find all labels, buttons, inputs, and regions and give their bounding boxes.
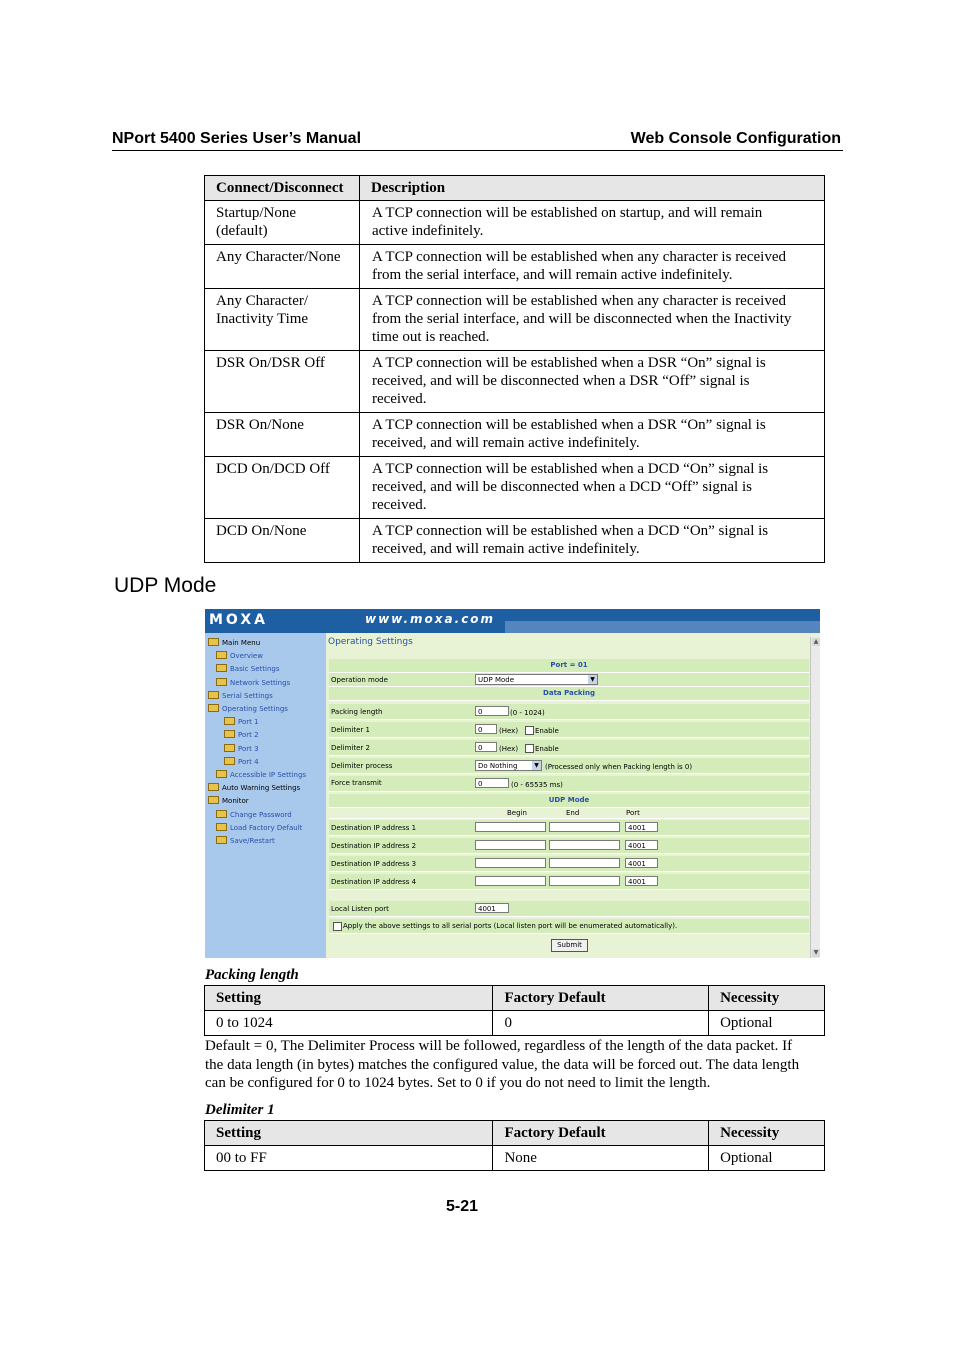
nav-item[interactable]	[224, 757, 259, 766]
setting-cell	[205, 289, 360, 351]
table-cell: None	[493, 1146, 709, 1171]
nav-item[interactable]	[208, 783, 300, 792]
nav-item[interactable]	[224, 717, 259, 726]
cell-line: (default)	[216, 223, 268, 239]
column-header: Connect/Disconnect	[205, 176, 360, 201]
table-header-row	[205, 176, 825, 201]
port-input[interactable]: 4001	[625, 876, 658, 886]
delimiter-process-select[interactable]	[475, 760, 542, 771]
column-header: Setting	[205, 1121, 493, 1146]
destination-row	[329, 874, 809, 890]
folder-icon	[208, 638, 219, 646]
folder-icon	[224, 730, 235, 738]
operation-mode-row	[329, 673, 809, 687]
folder-icon	[224, 744, 235, 752]
nav-item[interactable]	[208, 796, 249, 805]
nav-item-label: Main Menu	[222, 639, 261, 647]
begin-ip-input[interactable]	[475, 876, 546, 886]
folder-icon	[208, 704, 219, 712]
manual-title: NPort 5400 Series User’s Manual	[112, 130, 362, 147]
column-header: Necessity	[709, 986, 825, 1011]
cell-line: A TCP connection will be established when a DSR “On” signal is	[371, 355, 766, 371]
cell-line: DCD On/None	[216, 523, 307, 539]
port-header: Port = 01	[329, 659, 809, 673]
cell-line: Any Character/	[216, 293, 309, 309]
nav-item-label: Port 2	[238, 731, 259, 740]
port-input[interactable]: 4001	[625, 858, 658, 868]
port-input[interactable]: 4001	[625, 822, 658, 832]
cell-line: A TCP connection will be established when a DSR “On” signal is	[371, 417, 766, 433]
local-listen-input[interactable]: 4001	[475, 903, 509, 913]
table-header-row	[205, 986, 825, 1011]
cell-line: received, and will remain active indefinitely.	[371, 435, 640, 451]
end-ip-input[interactable]	[549, 858, 620, 868]
description-cell	[359, 289, 824, 351]
delimiter-process-row	[329, 758, 809, 774]
begin-ip-input[interactable]	[475, 858, 546, 868]
nav-item[interactable]	[216, 770, 306, 779]
end-ip-input[interactable]	[549, 876, 620, 886]
row-label: Delimiter 2	[331, 744, 370, 752]
col-port: Port	[626, 809, 640, 817]
destination-row	[329, 838, 809, 854]
cell-line: active indefinitely.	[371, 223, 484, 239]
folder-icon	[224, 717, 235, 725]
row-label: Destination IP address 2	[331, 842, 417, 850]
apply-all-checkbox[interactable]	[333, 922, 342, 931]
nav-item[interactable]	[216, 651, 263, 660]
folder-icon	[216, 770, 227, 778]
cell-line: received, and will remain active indefinitely.	[371, 541, 640, 557]
udp-mode-header: UDP Mode	[329, 794, 809, 808]
cell-line: A TCP connection will be established when any character is received	[371, 249, 786, 265]
nav-item-label: Monitor	[222, 797, 249, 806]
scroll-up-icon[interactable]: ▲	[813, 638, 819, 645]
operation-mode-select[interactable]	[475, 674, 598, 685]
folder-icon	[216, 823, 227, 831]
end-ip-input[interactable]	[549, 840, 620, 850]
cell-line: Inactivity Time	[216, 311, 309, 327]
apply-all-label: Apply the above settings to all serial ports (Local listen port will be enumerated automatically).	[343, 922, 678, 930]
packing-length-note: (0 - 1024)	[510, 709, 545, 717]
description-line: the data length (in bytes) matches the configured value, the data will be forced out. The data length	[205, 1056, 800, 1073]
column-header: Factory Default	[493, 986, 709, 1011]
column-header: Necessity	[709, 1121, 825, 1146]
web-console-screenshot	[205, 609, 820, 958]
description-cell	[359, 351, 824, 413]
nav-item-label: Accessible IP Settings	[230, 771, 307, 779]
table-cell: Optional	[709, 1146, 825, 1171]
nav-item-label: Basic Settings	[230, 665, 280, 674]
description-cell	[359, 245, 824, 289]
table-cell: Optional	[709, 1011, 825, 1036]
begin-ip-input[interactable]	[475, 822, 546, 832]
delimiter-process-note: (Processed only when Packing length is 0)	[545, 763, 693, 771]
page-header	[112, 130, 843, 151]
cell-line: from the serial interface, and will remain active indefinitely.	[371, 267, 733, 283]
nav-item[interactable]	[224, 730, 259, 739]
nav-item-label: Serial Settings	[222, 691, 273, 700]
table-cell: 0 to 1024	[205, 1011, 493, 1036]
nav-item[interactable]	[208, 638, 260, 647]
table-row	[205, 519, 825, 563]
packing-length-row	[329, 704, 809, 720]
packing-length-description	[205, 1037, 845, 1093]
enable-label: Enable	[535, 745, 559, 753]
row-label: Local Listen port	[331, 905, 389, 913]
section-title: UDP Mode	[114, 574, 217, 597]
table-row	[205, 1011, 825, 1036]
delimiter1-row	[329, 722, 809, 738]
description-line: Default = 0, The Delimiter Process will be followed, regardless of the length of the data packet. If	[205, 1038, 793, 1054]
setting-cell	[205, 413, 360, 457]
table-cell: 0	[493, 1011, 709, 1036]
cell-line: received.	[371, 497, 427, 513]
cell-line: time out is reached.	[371, 329, 490, 345]
panel-title: Operating Settings	[328, 637, 413, 647]
table-row	[205, 413, 825, 457]
cell-line: A TCP connection will be established on startup, and will remain	[371, 205, 763, 221]
table-cell: 00 to FF	[205, 1146, 493, 1171]
table-row	[205, 289, 825, 351]
left-navigation	[205, 633, 326, 958]
packing-length-table	[204, 985, 825, 1036]
setting-cell	[205, 245, 360, 289]
destination-row	[329, 856, 809, 872]
column-header: Factory Default	[493, 1121, 709, 1146]
data-packing-header: Data Packing	[329, 687, 809, 701]
chapter-title: Web Console Configuration	[630, 130, 841, 147]
table-row	[205, 351, 825, 413]
setting-cell	[205, 519, 360, 563]
nav-item[interactable]	[208, 704, 288, 713]
apply-all-row	[329, 919, 809, 934]
enable-label: Enable	[535, 727, 559, 735]
col-end: End	[566, 809, 580, 817]
cell-line: A TCP connection will be established when a DCD “On” signal is	[371, 523, 769, 539]
packing-length-caption: Packing length	[205, 967, 299, 983]
cell-line: from the serial interface, and will be disconnected when the Inactivity	[371, 311, 792, 327]
cell-line: received, and will be disconnected when a DCD “Off” signal is	[371, 479, 752, 495]
hex-note: (Hex)	[499, 745, 519, 753]
nav-item-label: Operating Settings	[222, 705, 288, 713]
setting-cell	[205, 351, 360, 413]
description-line: can be configured for 0 to 1024 bytes. Set to 0 if you do not need to limit the length.	[205, 1075, 711, 1091]
nav-item[interactable]	[216, 810, 292, 819]
folder-icon	[216, 810, 227, 818]
nav-item-label: Port 3	[238, 744, 259, 753]
connect-disconnect-table	[204, 175, 825, 563]
folder-icon	[208, 783, 219, 791]
folder-icon	[216, 664, 227, 672]
delimiter2-input[interactable]: 0	[475, 742, 497, 752]
row-label: Destination IP address 4	[331, 878, 417, 886]
end-ip-input[interactable]	[549, 822, 620, 832]
folder-icon	[208, 796, 219, 804]
page-number: 5-21	[446, 1198, 479, 1215]
select-value: UDP Mode	[478, 676, 515, 684]
nav-item-label: Overview	[230, 652, 263, 661]
delimiter1-table	[204, 1120, 825, 1171]
table-header-row	[205, 1121, 825, 1146]
delimiter2-enable-checkbox[interactable]	[525, 744, 534, 753]
table-row	[205, 201, 825, 245]
local-listen-row	[329, 901, 809, 917]
column-header: Setting	[205, 986, 493, 1011]
cell-line: DCD On/DCD Off	[216, 461, 330, 477]
table-row	[205, 245, 825, 289]
row-label: Packing length	[331, 708, 383, 716]
cell-line: received.	[371, 391, 427, 407]
row-label: Delimiter process	[331, 762, 393, 770]
submit-button[interactable]: Submit	[551, 939, 588, 952]
description-cell	[359, 519, 824, 563]
folder-icon	[216, 651, 227, 659]
force-transmit-row	[329, 776, 809, 792]
topbar-band	[505, 621, 820, 633]
nav-item[interactable]	[216, 823, 302, 832]
nav-item[interactable]	[216, 664, 279, 673]
description-cell	[359, 201, 824, 245]
col-begin: Begin	[507, 809, 527, 817]
setting-cell	[205, 201, 360, 245]
vertical-scrollbar[interactable]	[810, 637, 820, 958]
scroll-down-icon[interactable]: ▼	[813, 949, 819, 956]
select-value: Do Nothing	[478, 762, 518, 770]
folder-icon	[208, 691, 219, 699]
chevron-down-icon[interactable]: ▼	[588, 675, 597, 684]
begin-ip-input[interactable]	[475, 840, 546, 850]
moxa-url: www.moxa.com	[365, 612, 496, 626]
setting-cell	[205, 457, 360, 519]
table-row	[205, 1146, 825, 1171]
port-input[interactable]: 4001	[625, 840, 658, 850]
nav-item-label: Load Factory Default	[230, 823, 303, 832]
row-label: Delimiter 1	[331, 726, 370, 734]
cell-line: Startup/None	[216, 205, 296, 221]
folder-icon	[224, 757, 235, 765]
packing-length-input[interactable]: 0	[475, 706, 509, 716]
description-cell	[359, 413, 824, 457]
row-label: Destination IP address 3	[331, 860, 417, 868]
operating-settings-panel	[326, 633, 810, 958]
delimiter1-enable-checkbox[interactable]	[525, 726, 534, 735]
cell-line: A TCP connection will be established when a DCD “On” signal is	[371, 461, 769, 477]
folder-icon	[216, 678, 227, 686]
table-row	[205, 457, 825, 519]
nav-item-label: Network Settings	[230, 678, 291, 687]
destination-row	[329, 820, 809, 836]
nav-item[interactable]	[216, 678, 290, 687]
nav-item[interactable]	[224, 744, 259, 753]
nav-item[interactable]	[216, 836, 275, 845]
row-label: Operation mode	[331, 676, 388, 684]
chevron-down-icon[interactable]: ▼	[532, 761, 541, 770]
nav-item[interactable]	[208, 691, 273, 700]
cell-line: DSR On/None	[216, 417, 304, 433]
cell-line: A TCP connection will be established when any character is received	[371, 293, 786, 309]
delimiter1-input[interactable]: 0	[475, 724, 497, 734]
cell-line: received, and will be disconnected when a DSR “Off” signal is	[371, 373, 750, 389]
delimiter1-caption: Delimiter 1	[205, 1102, 275, 1118]
folder-icon	[216, 836, 227, 844]
cell-line: Any Character/None	[216, 249, 341, 265]
moxa-logo: MOXA	[209, 612, 268, 628]
force-transmit-input[interactable]: 0	[475, 778, 509, 788]
column-header: Description	[359, 176, 824, 201]
row-label: Destination IP address 1	[331, 824, 417, 832]
column-headers-row	[329, 808, 809, 819]
description-cell	[359, 457, 824, 519]
row-label: Force transmit	[331, 779, 382, 787]
nav-item-label: Change Password	[230, 810, 292, 819]
force-transmit-note: (0 - 65535 ms)	[511, 781, 563, 789]
hex-note: (Hex)	[499, 727, 519, 735]
delimiter2-row	[329, 740, 809, 756]
nav-item-label: Auto Warning Settings	[222, 784, 301, 793]
cell-line: DSR On/DSR Off	[216, 355, 325, 371]
nav-item-label: Port 1	[238, 718, 259, 727]
nav-item-label: Save/Restart	[230, 837, 275, 845]
console-topbar	[205, 609, 820, 633]
nav-item-label: Port 4	[238, 757, 259, 766]
